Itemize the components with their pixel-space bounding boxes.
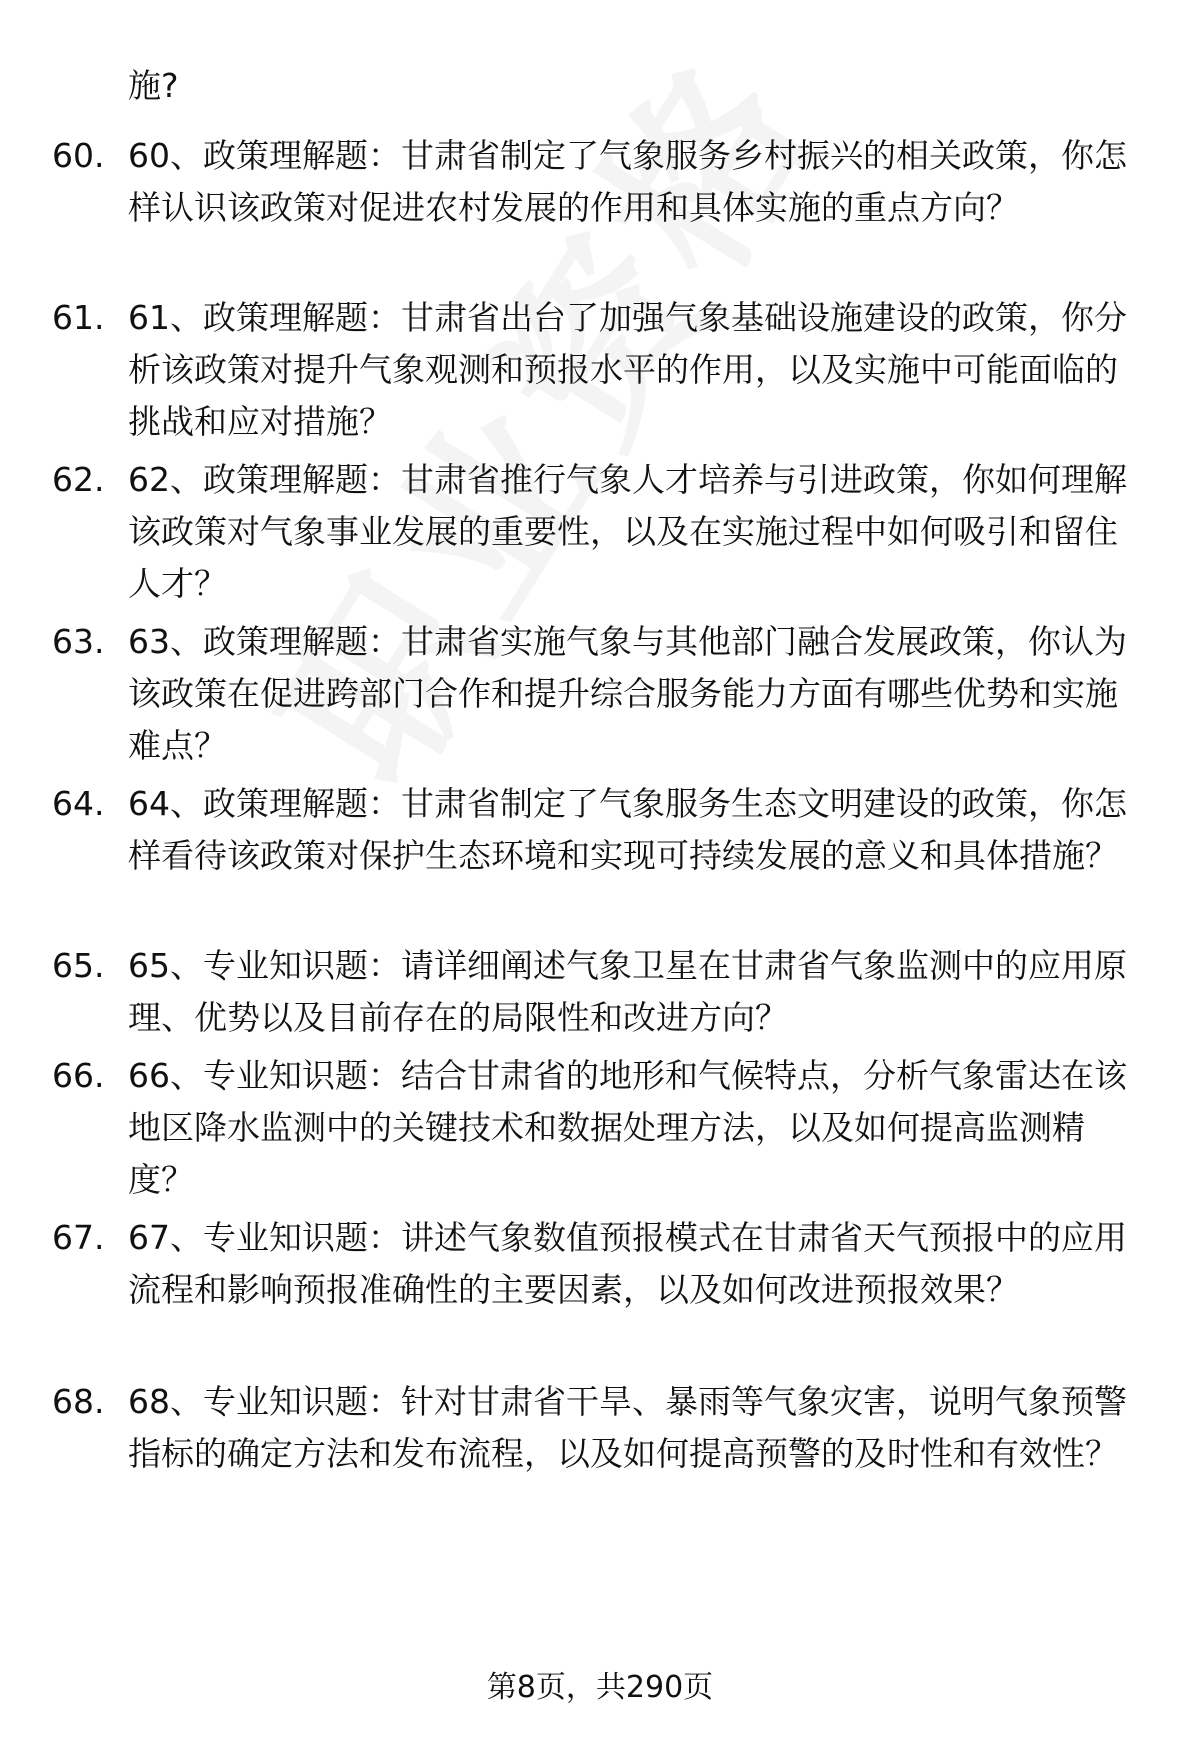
item-text: 62、政策理解题：甘肃省推行气象人才培养与引进政策，你如何理解该政策对气象事业发展的重要性，以及在实施过程中如何吸引和留住人才？ xyxy=(128,460,1127,603)
page-footer: 第8页，共290页 xyxy=(486,1670,714,1705)
item-text: 60、政策理解题：甘肃省制定了气象服务乡村振兴的相关政策，你怎样认识该政策对促进农村发展的作用和具体实施的重点方向？ xyxy=(128,136,1127,227)
item-number: 62. xyxy=(52,460,105,499)
item-number: 65. xyxy=(52,946,105,985)
item-text: 66、专业知识题：结合甘肃省的地形和气候特点，分析气象雷达在该地区降水监测中的关键技术和数据处理方法，以及如何提高监测精度？ xyxy=(128,1056,1127,1199)
item-number: 61. xyxy=(52,298,105,337)
item-text: 68、专业知识题：针对甘肃省干旱、暴雨等气象灾害，说明气象预警指标的确定方法和发布流程，以及如何提高预警的及时性和有效性？ xyxy=(128,1382,1127,1473)
item-number: 68. xyxy=(52,1382,105,1421)
item-number: 60. xyxy=(52,136,105,175)
item-text: 61、政策理解题：甘肃省出台了加强气象基础设施建设的政策，你分析该政策对提升气象观测和预报水平的作用，以及实施中可能面临的挑战和应对措施？ xyxy=(128,298,1127,441)
item-number: 67. xyxy=(52,1218,105,1257)
item-number: 63. xyxy=(52,622,105,661)
item-text: 65、专业知识题：请详细阐述气象卫星在甘肃省气象监测中的应用原理、优势以及目前存在的局限性和改进方向？ xyxy=(128,946,1127,1037)
continuation-text: 施? xyxy=(128,66,179,105)
item-number: 64. xyxy=(52,784,105,823)
item-text: 67、专业知识题：讲述气象数值预报模式在甘肃省天气预报中的应用流程和影响预报准确性的主要因素，以及如何改进预报效果？ xyxy=(128,1218,1127,1309)
item-text: 64、政策理解题：甘肃省制定了气象服务生态文明建设的政策，你怎样看待该政策对保护生态环境和实现可持续发展的意义和具体措施？ xyxy=(128,784,1127,875)
item-text: 63、政策理解题：甘肃省实施气象与其他部门融合发展政策，你认为该政策在促进跨部门合作和提升综合服务能力方面有哪些优势和实施难点？ xyxy=(128,622,1127,765)
item-number: 66. xyxy=(52,1056,105,1095)
